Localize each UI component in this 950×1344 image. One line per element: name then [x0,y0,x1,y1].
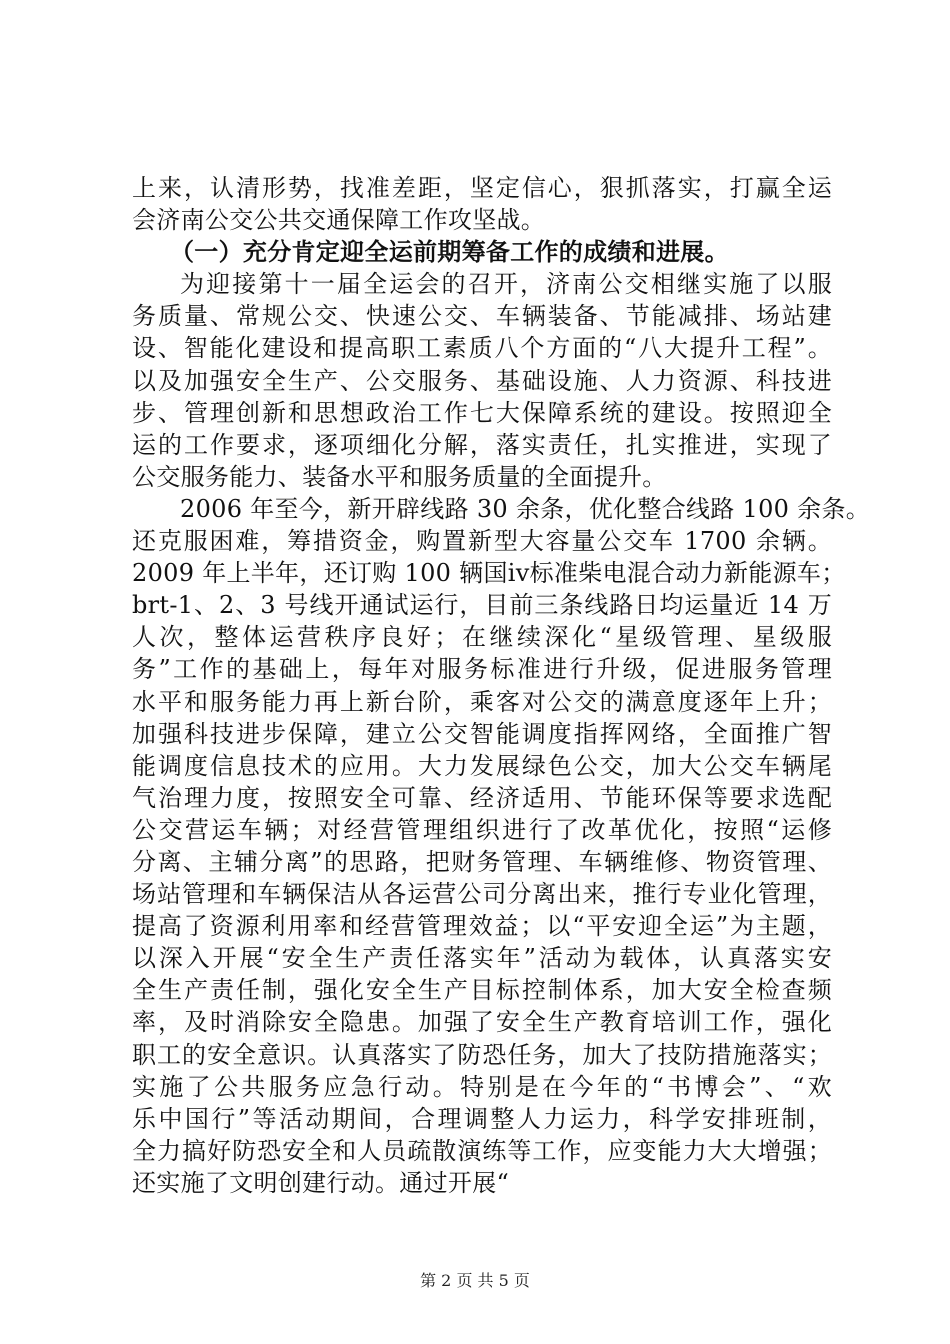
text-line: 运的工作要求，逐项细化分解，落实责任，扎实推进，实现了 [132,430,832,459]
text-line: 全生产责任制，强化安全生产目标控制体系，加大安全检查频 [132,976,832,1005]
text-line: 上来，认清形势，找准差距，坚定信心，狠抓落实，打赢全运 [132,174,832,202]
page-indicator: 第 2 页 共 5 页 [420,1271,530,1290]
text-line: 场站管理和车辆保洁从各运营公司分离出来，推行专业化管理， [132,880,832,909]
text-line: 步、管理创新和思想政治工作七大保障系统的建设。按照迎全 [132,398,832,427]
text-line: 以深入开展“安全生产责任落实年”活动为载体，认真落实安 [132,944,832,973]
text-line: 职工的安全意识。认真落实了防恐任务，加大了技防措施落实； [132,1040,832,1069]
text-line: 公交营运车辆；对经营管理组织进行了改革优化，按照“运修 [132,815,832,844]
text-line: 提高了资源利用率和经营管理效益；以“平安迎全运”为主题， [132,912,832,941]
text-line: 设、智能化建设和提高职工素质八个方面的“八大提升工程”。 [132,334,832,363]
text-line: 2009 年上半年，还订购 100 辆国iv标准柴电混合动力新能源车； [132,559,846,588]
document-body [132,172,871,1199]
text-line: brt-1、2、3 号线开通试运行，目前三条线路日均运量近 14 万 [132,591,832,620]
text-line: 以及加强安全生产、公交服务、基础设施、人力资源、科技进 [132,366,832,395]
text-line: 加强科技进步保障，建立公交智能调度指挥网络，全面推广智 [132,719,832,748]
text-line: 能调度信息技术的应用。大力发展绿色公交，加大公交车辆尾 [132,751,832,780]
text-line: 还克服困难，筹措资金，购置新型大容量公交车 1700 余辆。 [132,527,832,556]
text-line: 还实施了文明创建行动。通过开展“ [132,1168,510,1197]
text-line: 为迎接第十一届全运会的召开，济南公交相继实施了以服 [180,270,832,299]
text-line: 实施了公共服务应急行动。特别是在今年的“书博会”、“欢 [132,1072,832,1101]
text-line: 会济南公交公共交通保障工作攻坚战。 [132,206,546,235]
text-line: 乐中国行”等活动期间，合理调整人力运力，科学安排班制， [132,1104,832,1133]
text-line: 2006 年至今，新开辟线路 30 余条，优化整合线路 100 余条。 [180,494,871,523]
text-line: 率，及时消除安全隐患。加强了安全生产教育培训工作，强化 [132,1008,832,1037]
text-line: 公交服务能力、装备水平和服务质量的全面提升。 [132,462,667,491]
text-line: 分离、主辅分离”的思路，把财务管理、车辆维修、物资管理、 [132,847,832,876]
text-line: 务质量、常规公交、快速公交、车辆装备、节能减排、场站建 [132,302,832,331]
text-line: 务”工作的基础上，每年对服务标准进行升级，促进服务管理 [132,655,832,684]
text-line: 气治理力度，按照安全可靠、经济适用、节能环保等要求选配 [132,783,832,812]
text-line: 人次，整体运营秩序良好；在继续深化“星级管理、星级服 [132,623,832,652]
section-heading: （一）充分肯定迎全运前期筹备工作的成绩和进展。 [170,238,729,267]
text-line: 全力搞好防恐安全和人员疏散演练等工作，应变能力大大增强； [132,1136,832,1165]
page-footer [0,1268,950,1291]
text-line: 水平和服务能力再上新台阶，乘客对公交的满意度逐年上升； [132,687,832,716]
